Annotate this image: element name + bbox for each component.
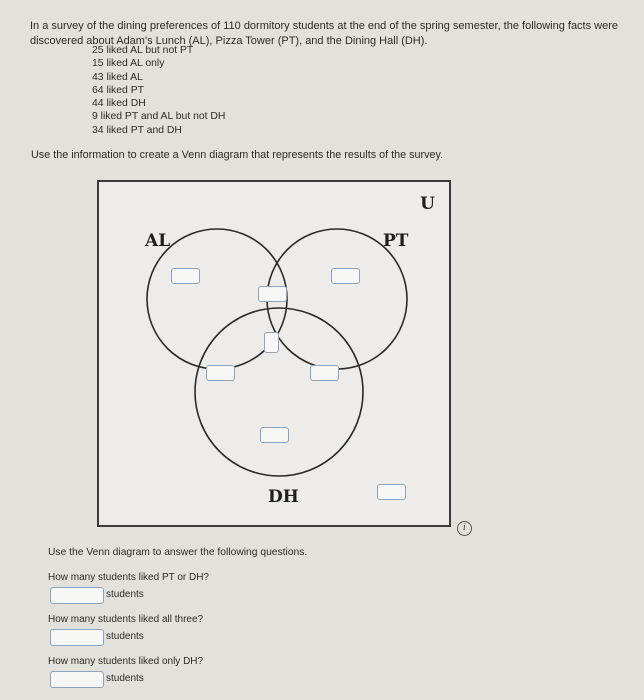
pt-label: PT	[383, 231, 409, 251]
venn-diagram	[97, 180, 451, 527]
fact-item: 25 liked AL but not PT	[92, 45, 194, 56]
region-pt-dh-input[interactable]	[310, 365, 339, 381]
fact-item: 34 liked PT and DH	[92, 124, 182, 136]
instruction-text: Use the information to create a Venn diagram that represents the results of the survey.	[31, 149, 444, 161]
questions-header: Use the Venn diagram to answer the following questions.	[48, 547, 308, 558]
question-1-input[interactable]	[50, 587, 104, 604]
region-all-three-input[interactable]	[264, 332, 279, 353]
region-none-input[interactable]	[377, 484, 406, 500]
question-2-input[interactable]	[50, 629, 104, 646]
question-2-answer-row	[50, 629, 144, 646]
region-al-only-input[interactable]	[171, 268, 200, 284]
fact-item: 44 liked DH	[92, 98, 146, 110]
question-3-text: How many students liked only DH?	[48, 656, 204, 667]
question-2-text: How many students liked all three?	[48, 614, 204, 625]
fact-item: 64 liked PT	[92, 84, 144, 96]
question-1-answer-row	[50, 587, 144, 604]
fact-item: 15 liked AL only	[92, 58, 165, 70]
dh-circle	[195, 308, 363, 476]
universe-label: U	[420, 194, 435, 214]
fact-item: 9 liked PT and AL but not DH	[92, 111, 226, 123]
question-3-answer-row	[50, 671, 144, 688]
question-1-unit: students	[106, 588, 144, 600]
facts-list	[92, 44, 225, 137]
al-label: AL	[145, 231, 171, 251]
region-al-pt-input[interactable]	[258, 286, 287, 302]
question-3-unit: students	[106, 672, 144, 684]
dh-label: DH	[268, 487, 299, 507]
problem-intro: In a survey of the dining preferences of 110 dormitory students at the end of the spring semester, the following facts were discovered about Adam's Lunch (AL), Pizza Tower (PT), and the Dining Hall (DH).	[30, 20, 619, 47]
question-3-input[interactable]	[50, 671, 104, 688]
info-icon[interactable]: i	[457, 521, 472, 536]
question-2-unit: students	[106, 630, 144, 642]
region-dh-only-input[interactable]	[260, 427, 289, 443]
region-pt-only-input[interactable]	[331, 268, 360, 284]
region-al-dh-input[interactable]	[206, 365, 235, 381]
fact-item: 43 liked AL	[92, 71, 143, 83]
question-1-text: How many students liked PT or DH?	[48, 572, 209, 583]
